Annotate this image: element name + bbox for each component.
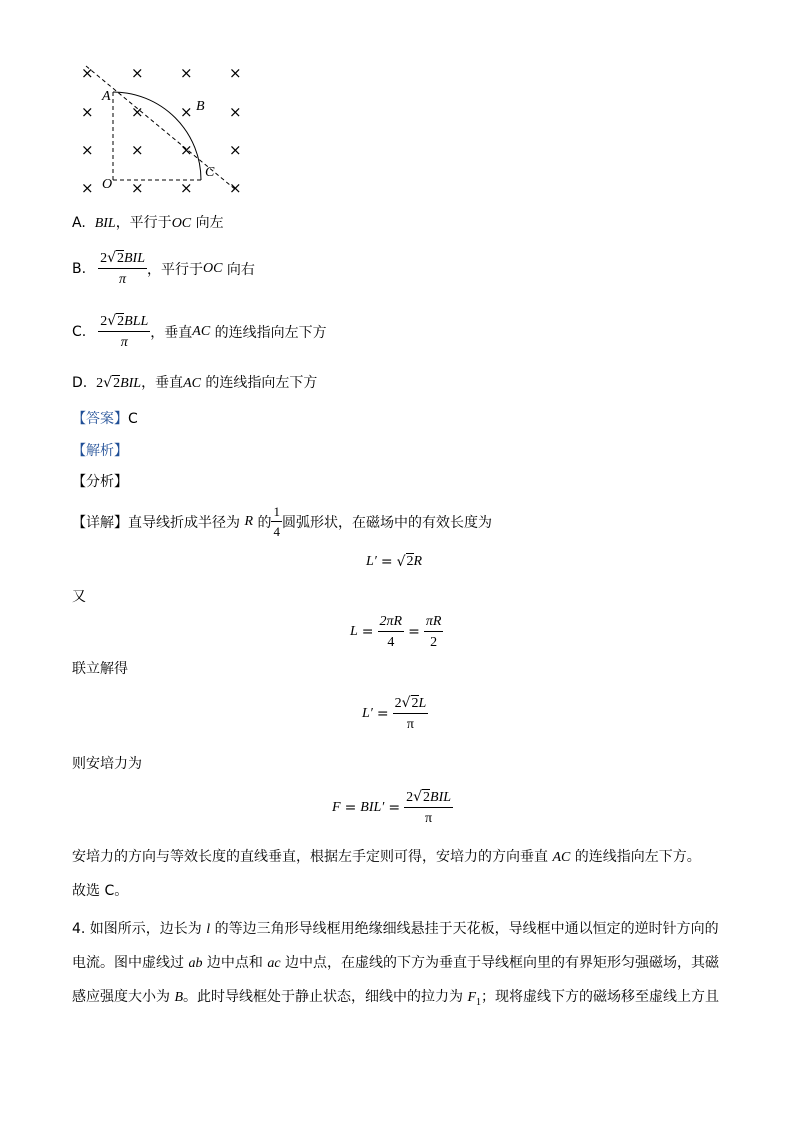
option-tail: 的连线指向左下方 <box>205 375 318 391</box>
option-d: D. 2√2BIL，垂直AC 的连线指向左下方 <box>72 375 318 391</box>
answer-value: C <box>128 411 138 427</box>
label-A: A <box>102 89 111 104</box>
option-text: ，垂直 <box>141 375 184 391</box>
q4-line3: 感应强度大小为 B。此时导线框处于静止状态，细线中的拉力为 $F_1$；现将虚线下方的磁场移至虚线上方且 <box>72 989 720 1008</box>
label-O: O <box>102 177 113 192</box>
option-c-fraction: $\frac{\text{2√2BLL}}{\pi}$ <box>100 313 149 351</box>
fenxi-tag: 【分析】 <box>72 474 128 490</box>
field-cross-icon: × <box>229 179 242 197</box>
option-letter: A. <box>72 215 86 231</box>
q4-line2: 电流。图中虚线过 ab 边中点和 ac 边中点，在虚线的下方为垂直于导线框向里的有界矩形匀强磁场，其磁 <box>72 955 720 971</box>
option-seg: OC <box>202 261 223 277</box>
answer-line <box>72 412 138 426</box>
answer-tag: 【答案】 <box>72 411 128 427</box>
field-cross-icon: × <box>180 64 193 82</box>
option-letter: D. <box>72 375 88 391</box>
option-text: ，垂直 <box>150 325 193 342</box>
option-a <box>72 216 224 231</box>
option-text: ，平行于 <box>146 262 203 279</box>
option-tail: 向左 <box>195 215 224 231</box>
option-seg: AC <box>183 376 201 391</box>
field-cross-icon: × <box>81 179 94 197</box>
guxuan-text: 故选 C。 <box>72 883 129 899</box>
option-seg: AC <box>192 324 211 340</box>
field-cross-icon: × <box>229 141 242 159</box>
option-text: ，平行于 <box>115 215 172 231</box>
label-C: C <box>205 165 215 180</box>
option-tail: 的连线指向左下方 <box>214 325 327 342</box>
option-b-fraction: $\frac{\text{2√2BIL}}{\pi}$ <box>100 250 145 288</box>
detail-line: 【详解】 直导线折成半径为 R 的 $\frac{1}{4}$ 圆弧形状，在磁场中的有效长度为 <box>72 504 492 540</box>
field-cross-icon: × <box>131 141 144 159</box>
field-cross-icon: × <box>81 141 94 159</box>
option-letter: B. <box>72 261 87 278</box>
option-seg: OC <box>171 216 192 231</box>
field-cross-icon: × <box>81 64 94 82</box>
equation-2: L = $\frac{2\pi R}{4}$ = $\frac{\pi R}{2}$ <box>350 614 442 651</box>
option-tail: 向右 <box>226 262 255 279</box>
lianli-text: 联立解得 <box>72 661 128 677</box>
quarter-fraction: $\frac{1}{4}$ <box>273 504 280 540</box>
detail-tag: 【详解】 <box>72 515 128 532</box>
field-cross-icon: × <box>180 179 193 197</box>
option-letter: C. <box>72 324 87 341</box>
conclusion-text: 安培力的方向与等效长度的直线垂直，根据左手定则可得，安培力的方向垂直 AC 的连线指向左下方。 <box>72 849 701 865</box>
analysis-tag: 【解析】 <box>72 443 128 459</box>
option-expr: BIL <box>94 216 116 231</box>
field-cross-icon: × <box>131 103 144 121</box>
you-text: 又 <box>72 589 86 605</box>
equation-4: F = BIL′ = $\frac{\text{2√2BIL}}{\pi}$ <box>332 789 452 827</box>
zeanpei-text: 则安培力为 <box>72 756 142 772</box>
field-cross-icon: × <box>180 141 193 159</box>
equation-3: L′ = $\frac{2√2L}{\pi}$ <box>362 695 427 733</box>
q4-line1: 4. 如图所示，边长为 l 的等边三角形导线框用绝缘细线悬挂于天花板，导线框中通以恒定的逆时针方向的 <box>72 921 719 937</box>
option-b <box>72 251 255 288</box>
label-B: B <box>196 99 205 114</box>
option-c <box>72 314 327 351</box>
field-cross-icon: × <box>131 64 144 82</box>
field-cross-icon: × <box>180 103 193 121</box>
field-cross-icon: × <box>81 103 94 121</box>
field-cross-icon: × <box>131 179 144 197</box>
field-cross-icon: × <box>229 103 242 121</box>
equation-1: L′ = √ 2 R <box>366 553 423 570</box>
field-cross-icon: × <box>229 64 242 82</box>
